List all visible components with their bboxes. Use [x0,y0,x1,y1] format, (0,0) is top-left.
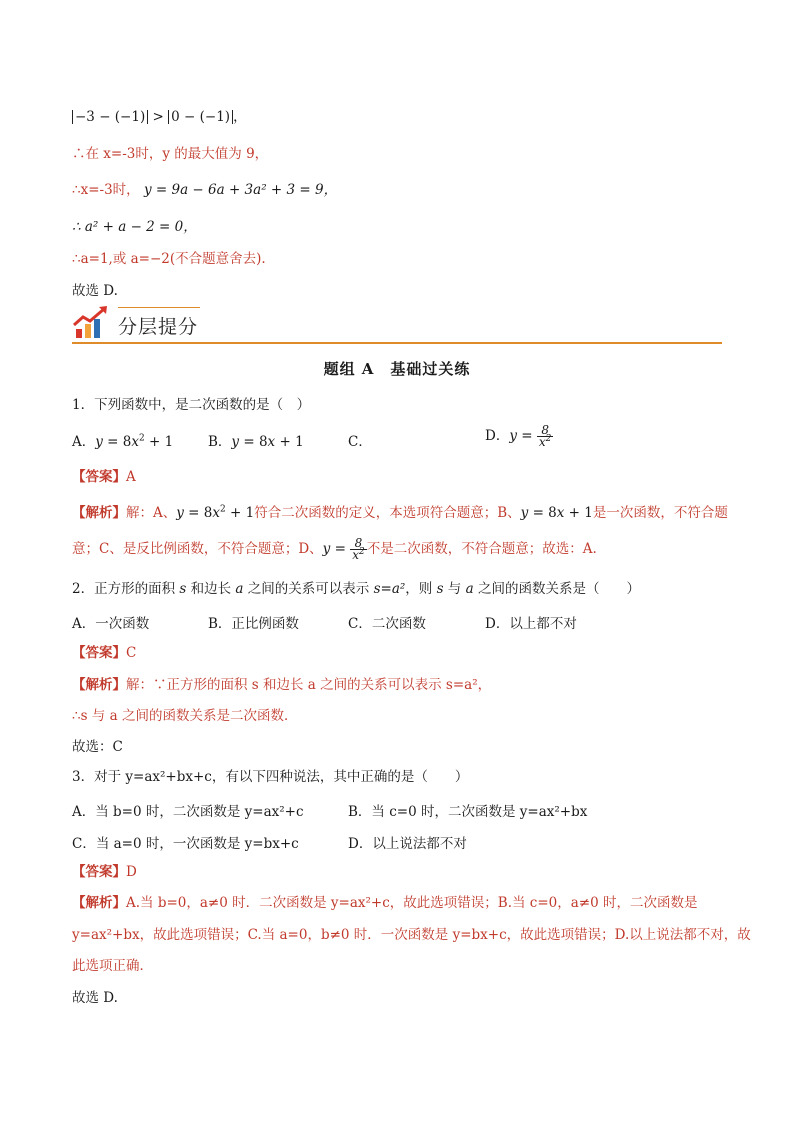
q3-analysis-line-2: y=ax²+bx，故此选项错误；C.当 a=0，b≠0 时．一次函数是 y=bx+c，故此选项错误；D.以上说法都不对，故 [72,927,751,943]
q1-analysis-line-1: 【解析】解：A、$y = 8x^2 + 1$符合二次函数的定义，本选项符合题意；B、y = 8x + 1是一次函数，不符合题 [72,504,728,521]
choose-d-line: 故选 D. [72,283,118,299]
q3-answer-line [72,863,137,881]
question-2-stem: 2．正方形的面积 s 和边长 a 之间的关系可以表示 s=a²，则 s 与 a 之间的函数关系是（ ） [72,581,640,597]
q2-option-b: B．正比例函数 [208,616,299,632]
q2-analysis-line-2: ∴s 与 a 之间的函数关系是二次函数． [72,708,298,724]
q3-option-c: C．当 a=0 时，一次函数是 y=bx+c [72,836,299,852]
q3-option-a: A．当 b=0 时，二次函数是 y=ax²+c [72,804,304,820]
growth-chart-icon [72,305,110,339]
question-3-stem: 3．对于 y=ax²+bx+c，有以下四种说法，其中正确的是（ ） [72,769,469,785]
section-divider [72,342,722,344]
q2-answer-line [72,644,136,662]
max-value-line: ∴在 x=-3时，y 的最大值为 9， [72,146,269,162]
q3-conclusion: 故选 D. [72,990,118,1006]
q2-conclusion: 故选：C [72,739,123,755]
q3-answer: D [126,864,137,880]
q2-analysis-line-1: 【解析】解：∵正方形的面积 s 和边长 a 之间的关系可以表示 s=a²， [72,677,492,693]
q1-option-b-label: B． [208,434,232,450]
q3-analysis-line-3: 此选项正确． [72,958,153,974]
q1-answer-tag: 【答案】 [72,469,126,485]
q1-option-c-label: C． [348,434,372,450]
q1-option-a: A．$y = 8x^2 + 1$ [72,433,174,450]
section-title: 分层提分 [118,316,199,338]
q1-option-d-label: D． [485,428,510,444]
q1-answer: A [126,469,136,485]
section-title-overline [118,307,200,308]
abs-inequality-line: −3 − (−1) > 0 − (−1) ， [72,108,247,126]
q1-option-b: B．y = 8x + 1 [208,434,304,450]
substitution-formula: y = 9a − 6a + 3a² + 3 = 9， [143,182,338,198]
q2-answer: C [126,645,137,661]
substitution-line [72,181,337,199]
q2-option-a: A．一次函数 [72,616,150,632]
quadratic-equation-line: ∴ a² + a − 2 = 0， [72,219,197,235]
q3-analysis-tag: 【解析】 [72,895,126,911]
q2-analysis-tag: 【解析】 [72,677,126,693]
q3-option-b: B．当 c=0 时，二次函数是 y=ax²+bx [348,804,588,820]
q3-answer-tag: 【答案】 [72,864,126,880]
abs-line-suffix: ， [233,109,247,125]
q3-analysis-line-1: 【解析】A.当 b=0，a≠0 时．二次函数是 y=ax²+c，故此选项错误；B.当 c=0，a≠0 时，二次函数是 [72,895,698,911]
q1-option-c [348,430,372,450]
q1-option-d: D．y = $\frac{8}{x^2}$ [485,423,552,449]
q1-analysis-line-2: 意；C、是反比例函数，不符合题意；D、y = $\frac{8}{x^2}$ 不是二次函数，不符合题意；故选：A. [72,536,597,562]
q1-option-a-label: A． [72,434,96,450]
q1-answer-line [72,468,136,486]
q2-answer-tag: 【答案】 [72,645,126,661]
q2-option-d: D．以上都不对 [485,616,577,632]
q2-option-c: C．二次函数 [348,616,426,632]
solution-line: ∴a=1,或 a=−2(不合题意舍去). [72,251,266,267]
question-1-stem: 1．下列函数中，是二次函数的是（ ） [72,397,311,413]
group-title: 题组 A 基础过关练 [323,360,471,378]
substitution-prefix: ∴x=-3时， [72,182,140,198]
q3-option-d: D．以上说法都不对 [348,836,467,852]
q1-analysis-tag: 【解析】 [72,505,126,521]
